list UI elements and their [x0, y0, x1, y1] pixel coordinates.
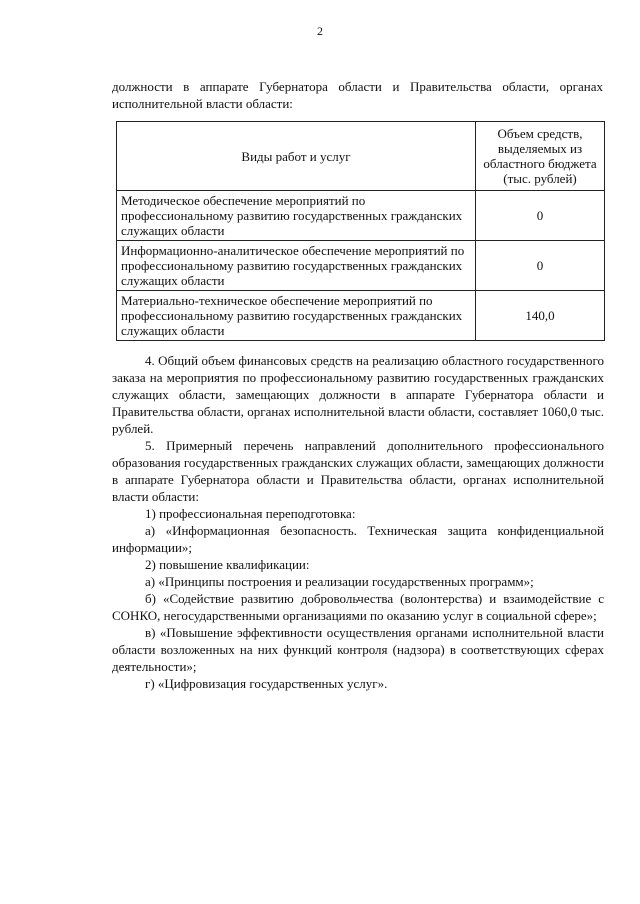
- list-item-2a: а) «Принципы построения и реализации государственных программ»;: [145, 574, 534, 589]
- row-amount: 0: [476, 191, 605, 241]
- budget-table: [116, 121, 605, 341]
- row-amount: 140,0: [476, 291, 605, 341]
- list-item-1a: а) «Информационная безопасность. Техническая защита конфиденциальной информации»;: [112, 523, 604, 555]
- list-item-2b: б) «Содействие развитию добровольчества (волонтерства) и взаимодействие с СОНКО, негосударственными организациями по оказанию услуг в социальной сфере»;: [112, 591, 604, 623]
- table-row: [117, 241, 605, 291]
- document-body: [112, 352, 604, 692]
- table-header-row: [117, 122, 605, 191]
- row-work: Методическое обеспечение мероприятий по профессиональному развитию государственных гражданских служащих области: [117, 191, 476, 241]
- list-item-2: 2) повышение квалификации:: [145, 557, 310, 572]
- list-item-2d: г) «Цифровизация государственных услуг».: [145, 676, 388, 691]
- list-item-2c: в) «Повышение эффективности осуществления органами исполнительной власти области возложенных на них функций контроля (надзора) в соответствующих сферах деятельности»;: [112, 625, 604, 674]
- intro-text: должности в аппарате Губернатора области и Правительства области, органах исполнительной власти области:: [112, 79, 603, 111]
- header-amount: Объем средств, выделяемых из областного бюджета (тыс. рублей): [476, 122, 605, 191]
- page-number: 2: [317, 24, 323, 38]
- row-work: Информационно-аналитическое обеспечение мероприятий по профессиональному развитию государственных гражданских служащих области: [117, 241, 476, 291]
- table-row: [117, 291, 605, 341]
- row-amount: 0: [476, 241, 605, 291]
- paragraph-5: 5. Примерный перечень направлений дополнительного профессионального образования государственных гражданских служащих области, замещающих должности в аппарате Губернатора области и Правительства области, органах исполнительной власти области:: [112, 438, 604, 504]
- paragraph-4: 4. Общий объем финансовых средств на реализацию областного государственного заказа на мероприятия по профессиональному развитию государственных гражданских служащих области, замещающих должности в аппарате Губернатора области и Правительства области, органах исполнительной власти области, составляет 1060,0 тыс. рублей.: [112, 353, 604, 436]
- header-works: Виды работ и услуг: [117, 122, 476, 191]
- row-work: Материально-техническое обеспечение мероприятий по профессиональному развитию государственных гражданских служащих области: [117, 291, 476, 341]
- table-row: [117, 191, 605, 241]
- list-item-1: 1) профессиональная переподготовка:: [145, 506, 356, 521]
